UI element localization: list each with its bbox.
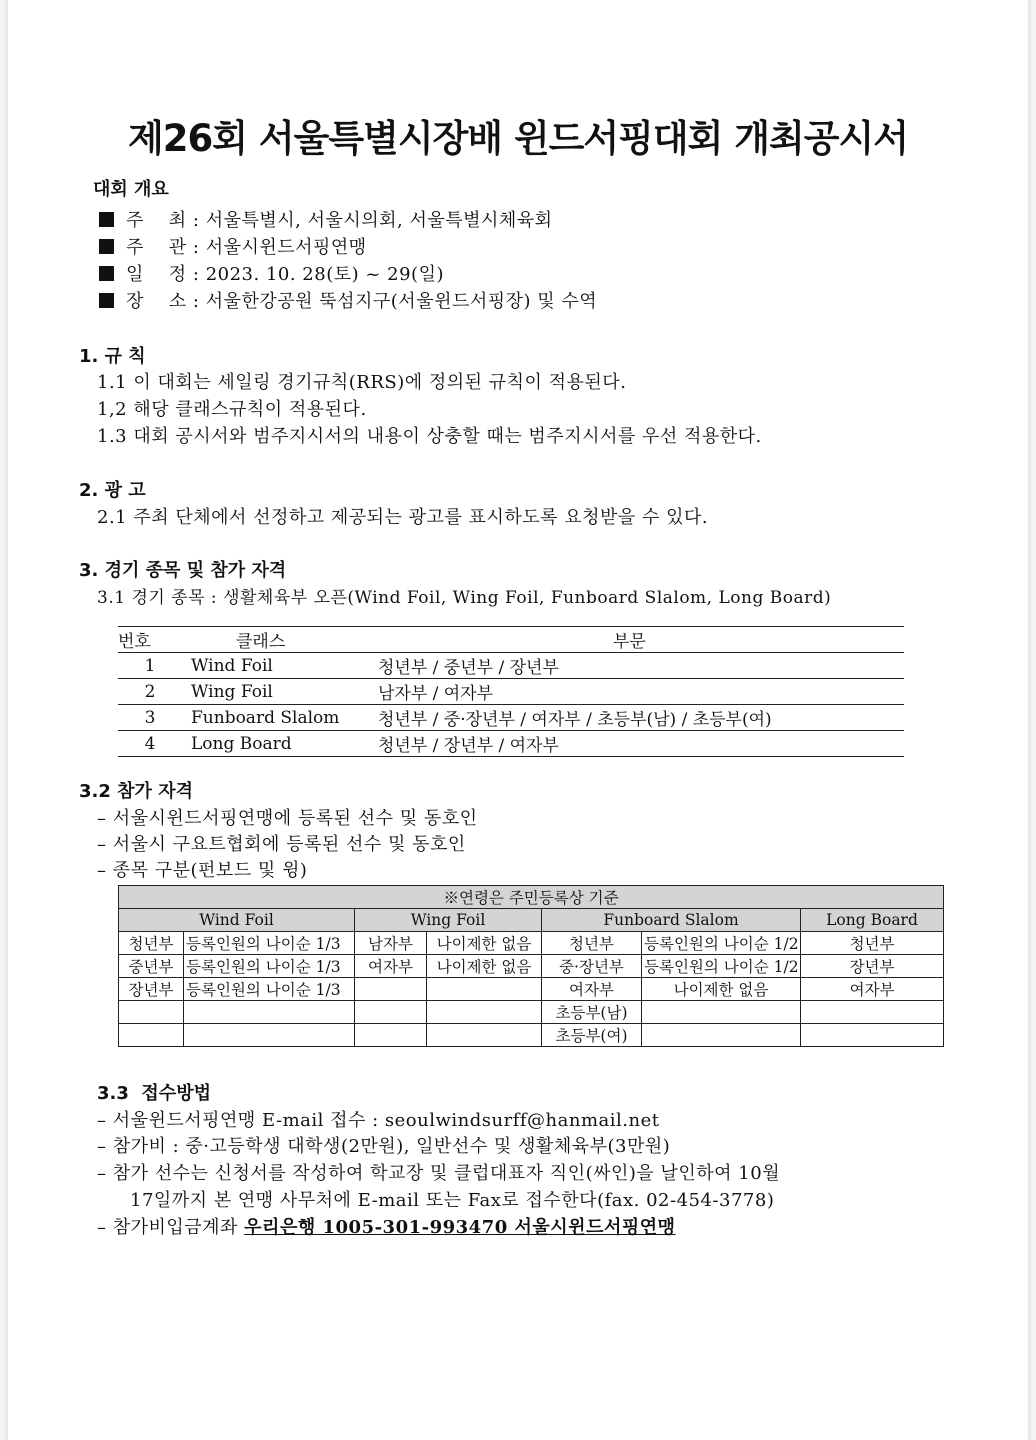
section-1-heading: 1. 규 칙: [79, 346, 146, 367]
cell: [355, 1024, 427, 1047]
cell-number: 4: [118, 731, 182, 757]
overview-heading: 대회 개요: [93, 179, 169, 200]
cell: 청년부: [801, 932, 944, 955]
group-wing-foil: Wing Foil: [355, 909, 542, 932]
table-note-row: [119, 886, 944, 909]
section-2-line: 2.1 주최 단체에서 선정하고 제공되는 광고를 표시하도록 요청받을 수 있다.: [97, 507, 709, 528]
section-3-heading: 3. 경기 종목 및 참가 자격: [79, 560, 287, 581]
cell-division: 청년부 / 장년부 / 여자부: [369, 731, 904, 757]
cell: [184, 1024, 355, 1047]
cell: [119, 1024, 184, 1047]
section-2-heading: 2. 광 고: [79, 480, 146, 501]
cell: [642, 1024, 801, 1047]
bullet-square-icon: [99, 266, 114, 281]
cell: 등록인원의 나이순 1/3: [184, 978, 355, 1001]
table-group-row: [119, 909, 944, 932]
cell: 등록인원의 나이순 1/3: [184, 932, 355, 955]
table-row: [119, 932, 944, 955]
group-long-board: Long Board: [801, 909, 944, 932]
cell: 나이제한 없음: [427, 932, 542, 955]
section-3-2-line: – 종목 구분(펀보드 및 윙): [97, 860, 308, 881]
section-3-2-line: – 서울시 구요트협회에 등록된 선수 및 동호인: [97, 834, 466, 855]
table-row: [118, 731, 904, 757]
section-3-3-line: – 참가비 : 중·고등학생 대학생(2만원), 일반선수 및 생활체육부(3만원): [97, 1136, 671, 1157]
section-1-line: 1.1 이 대회는 세일링 경기규칙(RRS)에 정의된 규칙이 적용된다.: [97, 372, 627, 393]
cell: 청년부: [542, 932, 642, 955]
cell: 나이제한 없음: [427, 955, 542, 978]
header-class: 클래스: [182, 627, 369, 653]
section-1-line: 1.3 대회 공시서와 범주지시서의 내용이 상충할 때는 범주지시서를 우선 적용한다.: [97, 426, 762, 447]
cell: [355, 978, 427, 1001]
bank-account: 우리은행 1005-301-993470 서울시윈드서핑연맹: [244, 1217, 676, 1238]
cell: [184, 1001, 355, 1024]
header-division: 부문: [369, 627, 904, 653]
section-3-3-line: 17일까지 본 연맹 사무처에 E-mail 또는 Fax로 접수한다(fax. 02-454-3778): [130, 1190, 775, 1211]
eligibility-table: [118, 885, 944, 1047]
table-row: [119, 1024, 944, 1047]
section-3-line: 3.1 경기 종목 : 생활체육부 오픈(Wind Foil, Wing Foil, Funboard Slalom, Long Board): [97, 588, 832, 608]
group-funboard-slalom: Funboard Slalom: [542, 909, 801, 932]
cell: 초등부(남): [542, 1001, 642, 1024]
cell: [801, 1024, 944, 1047]
cell: 남자부: [355, 932, 427, 955]
cell: 초등부(여): [542, 1024, 642, 1047]
cell: 여자부: [801, 978, 944, 1001]
cell: [642, 1001, 801, 1024]
table-row: [118, 653, 904, 679]
table-row: [119, 955, 944, 978]
class-table-header: [118, 627, 904, 653]
cell: 나이제한 없음: [642, 978, 801, 1001]
cell: [427, 1024, 542, 1047]
overview-item-schedule: 일 정 : 2023. 10. 28(토) ~ 29(일): [99, 260, 444, 286]
section-3-2-heading: 3.2 참가 자격: [79, 781, 193, 802]
overview-item-host: 주 최 : 서울특별시, 서울시의회, 서울특별시체육회: [99, 206, 553, 232]
cell-class: Funboard Slalom: [182, 705, 369, 731]
cell: 등록인원의 나이순 1/2: [642, 955, 801, 978]
section-3-3-heading: 3.3 접수방법: [97, 1083, 211, 1104]
cell-division: 청년부 / 중·장년부 / 여자부 / 초등부(남) / 초등부(여): [369, 705, 904, 731]
cell-class: Wind Foil: [182, 653, 369, 679]
cell: 등록인원의 나이순 1/3: [184, 955, 355, 978]
cell: 장년부: [119, 978, 184, 1001]
cell-number: 1: [118, 653, 182, 679]
cell: [119, 1001, 184, 1024]
header-number: 번호: [118, 627, 182, 653]
cell: 중·장년부: [542, 955, 642, 978]
table-row: [118, 679, 904, 705]
document-title: 제26회 서울특별시장배 윈드서핑대회 개최공시서: [128, 117, 908, 160]
cell-number: 3: [118, 705, 182, 731]
group-wind-foil: Wind Foil: [119, 909, 355, 932]
cell-division: 청년부 / 중년부 / 장년부: [369, 653, 904, 679]
class-table: [118, 626, 904, 757]
cell: [427, 978, 542, 1001]
cell: 여자부: [355, 955, 427, 978]
cell: 중년부: [119, 955, 184, 978]
table-row: [119, 978, 944, 1001]
cell-class: Long Board: [182, 731, 369, 757]
section-3-3-line: – 참가 선수는 신청서를 작성하여 학교장 및 클럽대표자 직인(싸인)을 날인하여 10월: [97, 1163, 781, 1184]
overview-item-venue: 장 소 : 서울한강공원 뚝섬지구(서울윈드서핑장) 및 수역: [99, 287, 597, 313]
bullet-square-icon: [99, 239, 114, 254]
bullet-square-icon: [99, 293, 114, 308]
bullet-square-icon: [99, 212, 114, 227]
cell-class: Wing Foil: [182, 679, 369, 705]
cell: [355, 1001, 427, 1024]
age-note: ※연령은 주민등록상 기준: [119, 886, 944, 909]
cell: [801, 1001, 944, 1024]
cell-number: 2: [118, 679, 182, 705]
table-row: [119, 1001, 944, 1024]
table-row: [118, 705, 904, 731]
cell: 여자부: [542, 978, 642, 1001]
overview-item-organizer: 주 관 : 서울시윈드서핑연맹: [99, 233, 367, 259]
section-1-line: 1,2 해당 클래스규칙이 적용된다.: [97, 399, 367, 420]
cell: 장년부: [801, 955, 944, 978]
cell: 등록인원의 나이순 1/2: [642, 932, 801, 955]
cell-division: 남자부 / 여자부: [369, 679, 904, 705]
cell: 청년부: [119, 932, 184, 955]
cell: [427, 1001, 542, 1024]
section-3-3-account-line: – 참가비입금계좌 우리은행 1005-301-993470 서울시윈드서핑연맹: [97, 1217, 676, 1238]
section-3-2-line: – 서울시윈드서핑연맹에 등록된 선수 및 동호인: [97, 808, 478, 829]
section-3-3-line: – 서울윈드서핑연맹 E-mail 접수 : seoulwindsurff@hanmail.net: [97, 1110, 660, 1131]
